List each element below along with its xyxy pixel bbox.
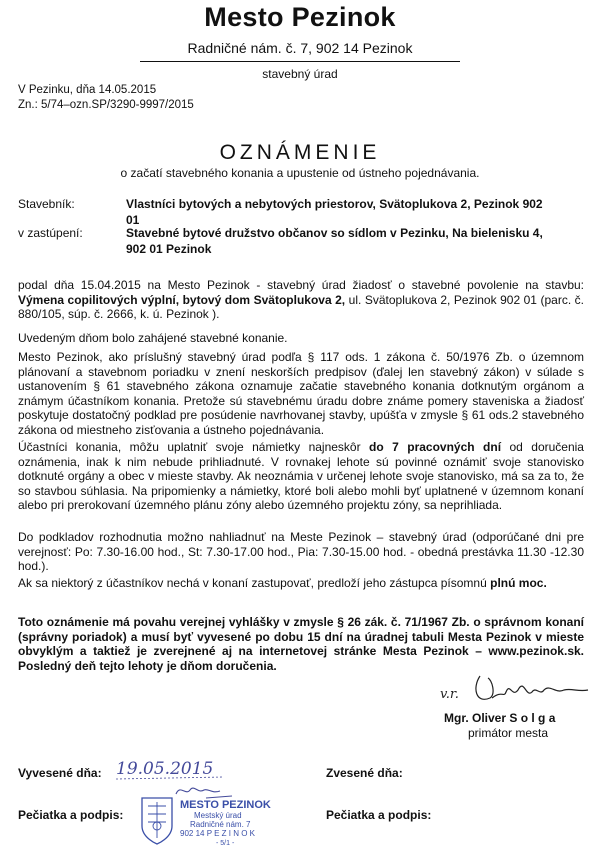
stamp-line3: Radničné nám. 7 bbox=[190, 820, 251, 829]
representative-label: v zastúpení: bbox=[18, 226, 83, 240]
document-title: Mesto Pezinok bbox=[204, 2, 396, 32]
removed-label: Zvesené dňa: bbox=[326, 766, 403, 780]
project-name: Výmena copilitových výplní, bytový dom Svätoplukova 2, bbox=[18, 292, 346, 307]
official-stamp bbox=[136, 782, 296, 848]
representative-line1: Stavebné bytové družstvo občanov so sídlom v Pezinku, Na bielenisku 4, bbox=[126, 226, 543, 240]
signer-role: primátor mesta bbox=[468, 726, 549, 740]
place-date: V Pezinku, dňa 14.05.2015 bbox=[18, 84, 157, 96]
paragraph-started: Uvedeným dňom bolo zahájené stavebné konanie. bbox=[18, 331, 288, 345]
notice-title: OZNÁMENIE bbox=[219, 141, 381, 164]
builder-value: Vlastníci bytových a nebytových priestorov, Svätoplukova 2, Pezinok 902 01 bbox=[126, 197, 543, 227]
representative-value bbox=[126, 225, 546, 257]
public-notice-statement: Toto oznámenie má povahu verejnej vyhlášky v zmysle § 26 zák. č. 71/1967 Zb. o správnom konaní (správny poriadok) a musí byť vyvesené po dobu 15 dní na úradnej tabuli Mesta Pezinok v mieste obvyklým a taktiež je zverejnené aj na internetovej stránke Mesta Pezinok – www.pezinok.sk. Posledný deň tejto lehoty je dňom doručenia. bbox=[18, 615, 584, 673]
representative-line2: 902 01 Pezinok bbox=[126, 242, 212, 256]
posted-date-handwritten bbox=[114, 752, 234, 782]
posted-label: Vyvesené dňa: bbox=[18, 766, 102, 780]
mayor-signature bbox=[432, 668, 592, 710]
paragraph-objections: Účastníci konania, môžu uplatniť svoje námietky najneskôr do 7 pracovných dní od doručenia oznámenia, inak k nim nebude prihliadnuté. V rovnakej lehote sú povinné oznámiť svoje stanovisko dotknuté orgány a obec v mieste stavby. Ak neoznámia v určenej lehote svoje stanovisko, má sa za to, že so stavbou súhlasia. Na pripomienky a námietky, ktoré boli alebo mohli byť uplatnené v územnom konaní alebo pri prerokovaní územného plánu zóny alebo územného projektu zóny, sa neprihliada. bbox=[18, 440, 584, 513]
stamp-line2: Mestský úrad bbox=[194, 811, 242, 820]
document-meta bbox=[18, 83, 194, 112]
stamp-label-left: Pečiatka a podpis: bbox=[18, 808, 124, 822]
reference-number: Zn.: 5/74–ozn.SP/3290-9997/2015 bbox=[18, 98, 194, 111]
office-name: stavebný úrad bbox=[262, 67, 338, 81]
svg-text:19.05.2015: 19.05.2015 bbox=[116, 759, 214, 779]
office-address: Radničné nám. č. 7, 902 14 Pezinok bbox=[187, 40, 413, 56]
stamp-label-right: Pečiatka a podpis: bbox=[326, 808, 432, 822]
power-of-attorney: plnú moc. bbox=[490, 576, 547, 590]
notice-subtitle: o začatí stavebného konania a upustenie od ústneho pojednávania. bbox=[120, 166, 480, 180]
signature-prefix: v.r. bbox=[440, 687, 459, 702]
signer-name: Mgr. Oliver S o l g a bbox=[444, 711, 556, 725]
paragraph-representation: Ak sa niektorý z účastníkov nechá v konaní zastupovať, predloží jeho zástupca písomnú plnú moc. bbox=[18, 576, 547, 590]
stamp-line5: - 5/1 - bbox=[216, 840, 235, 847]
stamp-line1: MESTO PEZINOK bbox=[180, 799, 271, 811]
paragraph-inspection: Do podkladov rozhodnutia možno nahliadnuť na Meste Pezinok – stavebný úrad (odporúčané dni pre verejnosť: Po: 7.30-16.00 hod., St: 7.30-17.00 hod., Pia: 7.30-15.00 hod. - obedná prestávka 11.30 -12.30 hod.). bbox=[18, 530, 584, 574]
builder-label: Stavebník: bbox=[18, 197, 75, 211]
deadline: do 7 pracovných dní bbox=[369, 440, 502, 454]
paragraph-application: podal dňa 15.04.2015 na Mesto Pezinok - stavebný úrad žiadosť o stavebné povolenie na stavbu: Výmena copilitových výplní, bytový dom Svätoplukova 2, ul. Svätoplukova 2, Pezinok 902 01 (parc. č. 880/105, súp. č. 2666, k. ú. Pezinok ). bbox=[18, 278, 585, 322]
coat-of-arms-icon bbox=[142, 798, 172, 844]
header-divider bbox=[140, 61, 460, 62]
stamp-line4: 902 14 P E Z I N O K bbox=[180, 829, 255, 838]
paragraph-legal-basis: Mesto Pezinok, ako príslušný stavebný úrad podľa § 117 ods. 1 zákona č. 50/1976 Zb. o územnom plánovaní a stavebnom poriadku v znení neskorších predpisov (ďalej len stavebný zákon) v súlade s ustanovením § 61 stavebného zákona oznamuje začatie stavebného konania dotknutým orgánom a známym účastníkom konania. Pretože sú stavebnému úradu dobre známe pomery staveniska a žiadosť poskytuje dostatočný podklad pre posúdenie navrhovanej stavby, upúšťa v zmysle § 61 ods.2 stavebného zákona od miestneho zisťovania a ústneho pojednávania. bbox=[18, 350, 584, 437]
